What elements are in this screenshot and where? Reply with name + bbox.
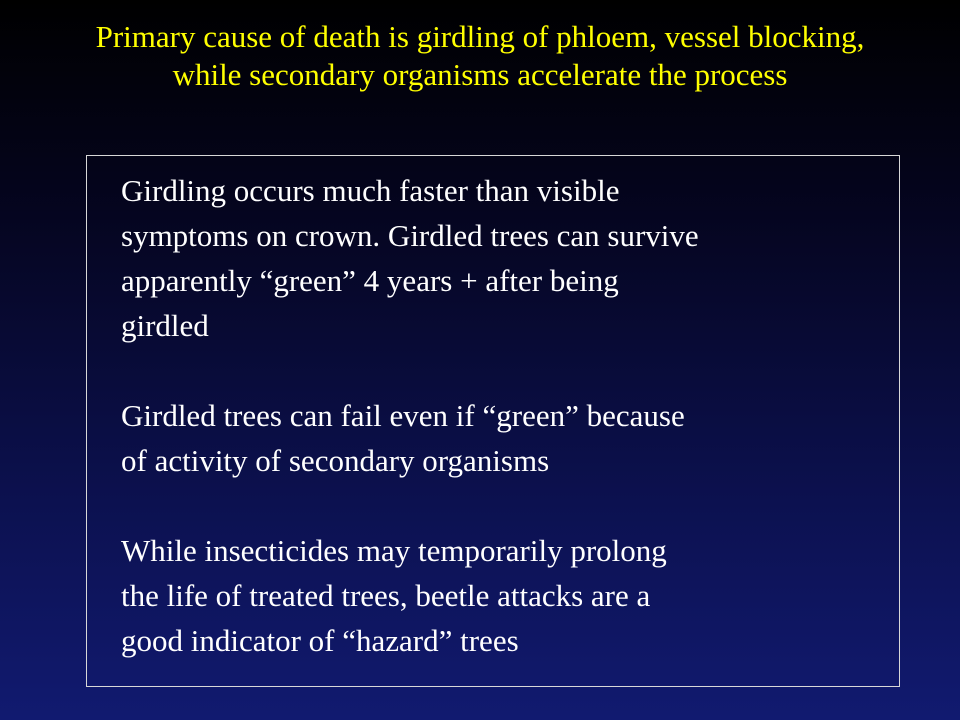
slide-title: Primary cause of death is girdling of phloem, vessel blocking, while secondary organisms accelerate the process (95, 19, 865, 92)
paragraph-secondary-organisms: Girdled trees can fail even if “green” because of activity of secondary organisms (121, 398, 685, 478)
content-box (86, 155, 900, 687)
paragraph-girdling-speed: Girdling occurs much faster than visible symptoms on crown. Girdled trees can survive apparently “green” 4 years + after being girdled (121, 173, 699, 343)
paragraph-insecticides: While insecticides may temporarily prolong the life of treated trees, beetle attacks are a good indicator of “hazard” trees (121, 533, 667, 658)
